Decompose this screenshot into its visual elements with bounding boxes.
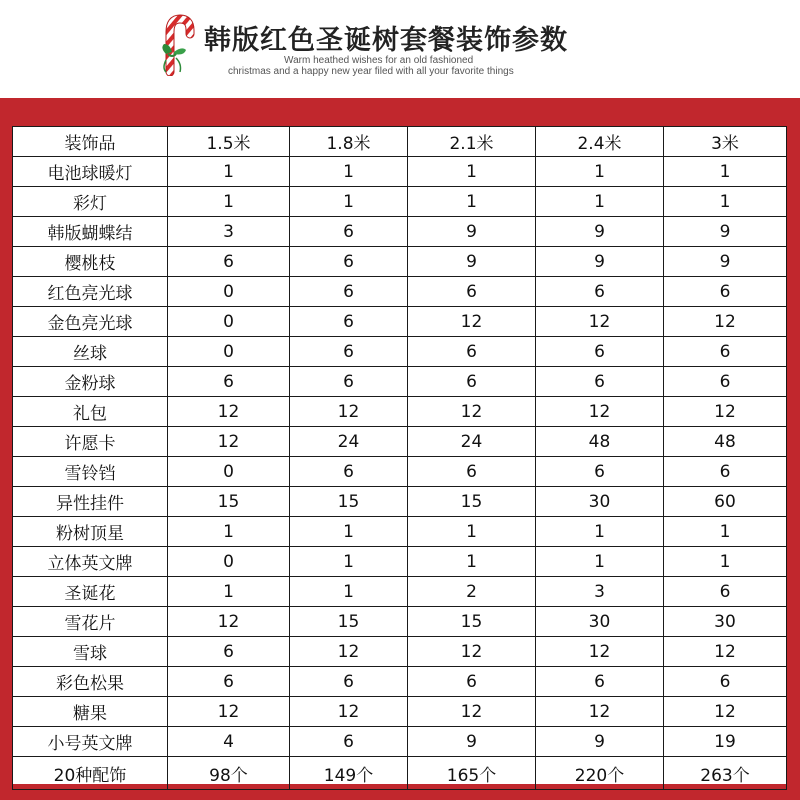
value-cell: 98个 (168, 757, 290, 790)
value-cell: 6 (664, 457, 787, 487)
value-cell: 6 (536, 367, 664, 397)
value-cell: 6 (290, 367, 408, 397)
table-total-row (13, 757, 787, 790)
table-row (13, 427, 787, 457)
value-cell: 12 (664, 307, 787, 337)
subtitle-line-2: christmas and a happy new year filed with all your favorite things (228, 66, 514, 77)
row-label-cell: 樱桃枝 (13, 247, 168, 277)
value-cell: 1 (664, 517, 787, 547)
candy-cane-icon (158, 14, 198, 76)
value-cell: 6 (290, 307, 408, 337)
value-cell: 1 (664, 187, 787, 217)
value-cell: 220个 (536, 757, 664, 790)
value-cell: 3 (536, 577, 664, 607)
value-cell: 0 (168, 457, 290, 487)
value-cell: 1 (290, 517, 408, 547)
value-cell: 1 (536, 157, 664, 187)
value-cell: 1 (168, 187, 290, 217)
value-cell: 149个 (290, 757, 408, 790)
value-cell: 30 (536, 607, 664, 637)
value-cell: 6 (168, 367, 290, 397)
value-cell: 1 (290, 547, 408, 577)
value-cell: 12 (168, 607, 290, 637)
value-cell: 1 (290, 157, 408, 187)
value-cell: 12 (168, 697, 290, 727)
table-row (13, 187, 787, 217)
value-cell: 24 (408, 427, 536, 457)
value-cell: 1 (664, 157, 787, 187)
value-cell: 12 (536, 637, 664, 667)
value-cell: 263个 (664, 757, 787, 790)
value-cell: 3米 (664, 127, 787, 157)
row-label-cell: 雪花片 (13, 607, 168, 637)
value-cell: 1 (290, 187, 408, 217)
value-cell: 30 (536, 487, 664, 517)
row-label-cell: 雪球 (13, 637, 168, 667)
value-cell: 6 (168, 667, 290, 697)
value-cell: 12 (408, 397, 536, 427)
row-label-cell: 糖果 (13, 697, 168, 727)
table-row (13, 697, 787, 727)
row-label-cell: 彩色松果 (13, 667, 168, 697)
value-cell: 6 (536, 457, 664, 487)
table-row (13, 667, 787, 697)
value-cell: 6 (536, 667, 664, 697)
value-cell: 1 (290, 577, 408, 607)
value-cell: 12 (168, 427, 290, 457)
value-cell: 12 (408, 697, 536, 727)
value-cell: 9 (536, 727, 664, 757)
value-cell: 6 (408, 367, 536, 397)
value-cell: 6 (290, 247, 408, 277)
row-label-cell: 雪铃铛 (13, 457, 168, 487)
table-row (13, 217, 787, 247)
table-row (13, 367, 787, 397)
table-row (13, 157, 787, 187)
row-label-cell: 金色亮光球 (13, 307, 168, 337)
value-cell: 1 (536, 187, 664, 217)
row-label-cell: 红色亮光球 (13, 277, 168, 307)
table-row (13, 397, 787, 427)
value-cell: 1 (408, 517, 536, 547)
value-cell: 1 (664, 547, 787, 577)
row-label-cell: 彩灯 (13, 187, 168, 217)
table-row (13, 517, 787, 547)
value-cell: 12 (536, 697, 664, 727)
value-cell: 12 (664, 397, 787, 427)
value-cell: 6 (536, 277, 664, 307)
value-cell: 15 (408, 607, 536, 637)
value-cell: 1 (408, 547, 536, 577)
value-cell: 9 (408, 727, 536, 757)
value-cell: 19 (664, 727, 787, 757)
value-cell: 48 (536, 427, 664, 457)
value-cell: 9 (408, 217, 536, 247)
table-header-row (13, 127, 787, 157)
value-cell: 6 (290, 337, 408, 367)
page-title: 韩版红色圣诞树套餐装饰参数 (204, 25, 568, 56)
value-cell: 1.8米 (290, 127, 408, 157)
value-cell: 12 (536, 397, 664, 427)
table-row (13, 337, 787, 367)
value-cell: 6 (168, 637, 290, 667)
subtitle-line-1: Warm heathed wishes for an old fashioned (284, 55, 474, 66)
value-cell: 2.1米 (408, 127, 536, 157)
value-cell: 6 (290, 217, 408, 247)
value-cell: 1 (168, 577, 290, 607)
row-label-cell: 圣诞花 (13, 577, 168, 607)
value-cell: 4 (168, 727, 290, 757)
table-row (13, 307, 787, 337)
value-cell: 12 (408, 307, 536, 337)
table-row (13, 637, 787, 667)
table-row (13, 607, 787, 637)
value-cell: 2 (408, 577, 536, 607)
value-cell: 12 (664, 637, 787, 667)
value-cell: 1 (536, 517, 664, 547)
value-cell: 48 (664, 427, 787, 457)
value-cell: 12 (290, 697, 408, 727)
value-cell: 12 (536, 307, 664, 337)
value-cell: 6 (664, 337, 787, 367)
value-cell: 2.4米 (536, 127, 664, 157)
row-label-cell: 立体英文牌 (13, 547, 168, 577)
table-row (13, 277, 787, 307)
value-cell: 6 (290, 457, 408, 487)
value-cell: 6 (664, 577, 787, 607)
row-label-cell: 韩版蝴蝶结 (13, 217, 168, 247)
spec-table-container (12, 126, 786, 784)
row-label-cell: 金粉球 (13, 367, 168, 397)
value-cell: 15 (290, 487, 408, 517)
value-cell: 24 (290, 427, 408, 457)
value-cell: 30 (664, 607, 787, 637)
value-cell: 12 (664, 697, 787, 727)
value-cell: 1.5米 (168, 127, 290, 157)
value-cell: 12 (168, 397, 290, 427)
value-cell: 9 (536, 247, 664, 277)
value-cell: 1 (168, 517, 290, 547)
value-cell: 12 (290, 397, 408, 427)
value-cell: 15 (290, 607, 408, 637)
value-cell: 6 (168, 247, 290, 277)
row-label-cell: 异性挂件 (13, 487, 168, 517)
row-label-cell: 礼包 (13, 397, 168, 427)
value-cell: 6 (408, 337, 536, 367)
table-row (13, 247, 787, 277)
value-cell: 9 (536, 217, 664, 247)
table-row (13, 547, 787, 577)
value-cell: 0 (168, 547, 290, 577)
spec-table (12, 126, 787, 790)
value-cell: 0 (168, 337, 290, 367)
value-cell: 1 (536, 547, 664, 577)
table-row (13, 727, 787, 757)
row-label-cell: 20种配饰 (13, 757, 168, 790)
value-cell: 6 (664, 367, 787, 397)
table-row (13, 577, 787, 607)
value-cell: 6 (290, 727, 408, 757)
value-cell: 6 (290, 667, 408, 697)
value-cell: 6 (664, 277, 787, 307)
value-cell: 12 (408, 637, 536, 667)
row-label-cell: 电池球暖灯 (13, 157, 168, 187)
row-label-cell: 粉树顶星 (13, 517, 168, 547)
value-cell: 3 (168, 217, 290, 247)
value-cell: 165个 (408, 757, 536, 790)
value-cell: 12 (290, 637, 408, 667)
table-row (13, 487, 787, 517)
value-cell: 9 (664, 247, 787, 277)
table-body (13, 127, 787, 790)
header (0, 0, 800, 98)
value-cell: 0 (168, 277, 290, 307)
value-cell: 9 (408, 247, 536, 277)
table-row (13, 457, 787, 487)
value-cell: 15 (408, 487, 536, 517)
value-cell: 15 (168, 487, 290, 517)
row-label-cell: 丝球 (13, 337, 168, 367)
value-cell: 1 (408, 187, 536, 217)
row-label-cell: 许愿卡 (13, 427, 168, 457)
value-cell: 9 (664, 217, 787, 247)
row-label-cell: 小号英文牌 (13, 727, 168, 757)
value-cell: 6 (290, 277, 408, 307)
value-cell: 6 (536, 337, 664, 367)
value-cell: 6 (408, 277, 536, 307)
value-cell: 6 (408, 667, 536, 697)
row-label-cell: 装饰品 (13, 127, 168, 157)
value-cell: 6 (664, 667, 787, 697)
value-cell: 6 (408, 457, 536, 487)
value-cell: 1 (168, 157, 290, 187)
value-cell: 1 (408, 157, 536, 187)
value-cell: 60 (664, 487, 787, 517)
value-cell: 0 (168, 307, 290, 337)
